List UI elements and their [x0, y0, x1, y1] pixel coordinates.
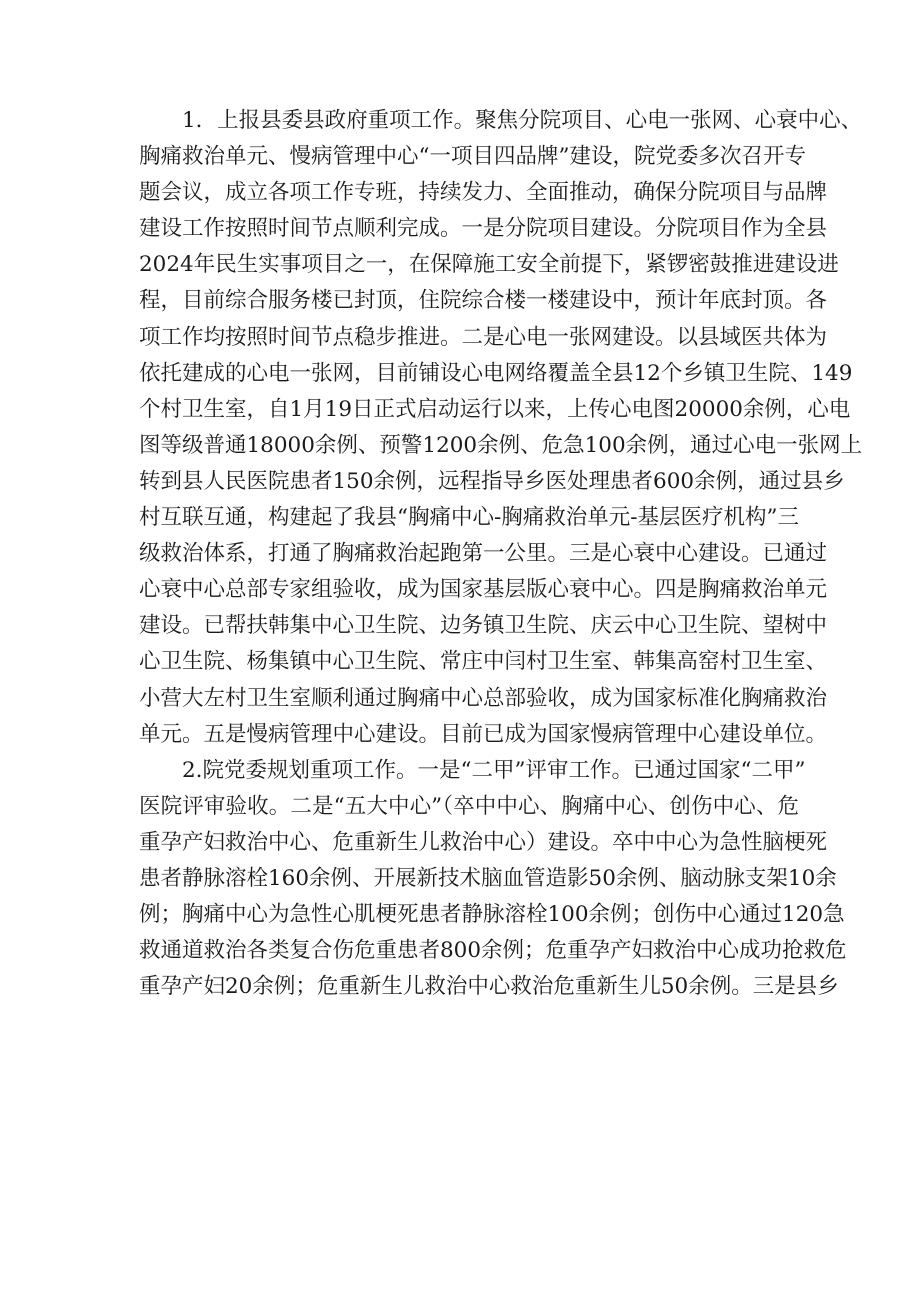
text-line: 转到县人民医院患者150余例，远程指导乡医处理患者600余例，通过县乡: [139, 468, 845, 494]
text-line: 单元。五是慢病管理中心建设。目前已成为国家慢病管理中心建设单位。: [139, 721, 828, 747]
text-line: 小营大左村卫生室顺利通过胸痛中心总部验收，成为国家标准化胸痛救治: [139, 685, 828, 711]
text-line: 心衰中心总部专家组验收，成为国家基层版心衰中心。四是胸痛救治单元: [139, 577, 828, 603]
text-line: 2024年民生实事项目之一，在保障施工安全前提下，紧锣密鼓推进建设进: [139, 252, 839, 278]
text-line: 建设。已帮扶韩集中心卫生院、边务镇卫生院、庆云中心卫生院、望树中: [139, 613, 828, 639]
text-line: 村互联互通，构建起了我县“胸痛中心-胸痛救治单元-基层医疗机构”三: [139, 505, 800, 531]
text-line: 图等级普通18000余例、预警1200余例、危急100余例，通过心电一张网上: [139, 432, 863, 458]
text-line: 建设工作按照时间节点顺利完成。一是分院项目建设。分院项目作为全县: [139, 216, 828, 242]
text-line: 题会议，成立各项工作专班，持续发力、全面推动，确保分院项目与品牌: [139, 180, 828, 206]
paragraph-2: [139, 753, 847, 1006]
text-line: 2.院党委规划重项工作。一是“二甲”评审工作。已通过国家“二甲”: [182, 757, 806, 783]
text-line: 医院评审验收。二是“五大中心”（卒中中心、胸痛中心、创伤中心、危: [139, 793, 799, 819]
text-line: 程，目前综合服务楼已封顶，住院综合楼一楼建设中，预计年底封顶。各: [139, 288, 828, 314]
text-line: 1．上报县委县政府重项工作。聚焦分院项目、心电一张网、心衰中心、: [182, 108, 863, 133]
text-line: 心卫生院、杨集镇中心卫生院、常庄中闫村卫生室、韩集高窑村卫生室、: [139, 649, 828, 675]
text-line: 个村卫生室，自1月19日正式启动运行以来，上传心电图20000余例，心电: [139, 396, 851, 422]
text-line: 救通道救治各类复合伤危重患者800余例；危重孕产妇救治中心成功抢救危: [139, 938, 847, 964]
text-line: 患者静脉溶栓160余例、开展新技术脑血管造影50余例、脑动脉支架10余: [139, 865, 837, 891]
text-line: 例；胸痛中心为急性心肌梗死患者静脉溶栓100余例；创伤中心通过120急: [139, 902, 845, 928]
paragraph-1: [139, 103, 863, 753]
text-line: 重孕产妇救治中心、危重新生儿救治中心）建设。卒中中心为急性脑梗死: [139, 829, 828, 855]
text-line: 依托建成的心电一张网，目前铺设心电网络覆盖全县12个乡镇卫生院、149: [139, 360, 853, 386]
text-line: 项工作均按照时间节点稳步推进。二是心电一张网建设。以县域医共体为: [139, 324, 828, 350]
text-line: 重孕产妇20余例；危重新生儿救治中心救治危重新生儿50余例。三是县乡: [139, 974, 839, 1000]
text-line: 胸痛救治单元、慢病管理中心“一项目四品牌”建设，院党委多次召开专: [139, 144, 806, 170]
text-line: 级救治体系，打通了胸痛救治起跑第一公里。三是心衰中心建设。已通过: [139, 541, 828, 567]
body-text: [139, 103, 863, 1005]
